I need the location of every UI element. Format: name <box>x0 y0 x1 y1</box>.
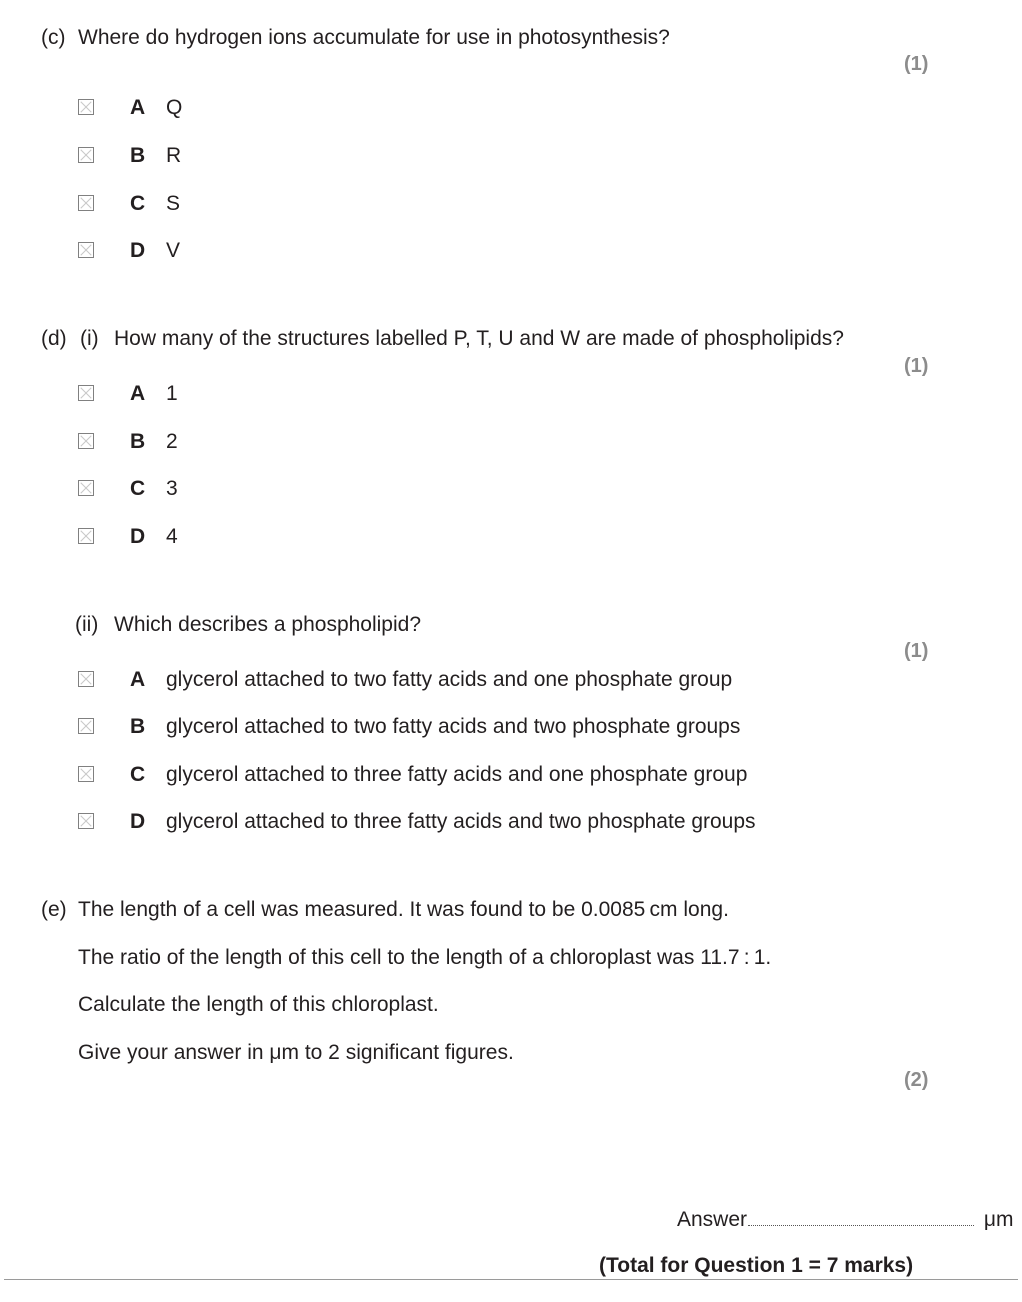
part-d-ii-option-text: glycerol attached to three fatty acids and two phosphate groups <box>166 810 756 833</box>
part-d-ii-option-letter: B <box>130 715 146 738</box>
part-d-ii-question: Which describes a phospholipid? <box>114 613 422 636</box>
part-d-i-option-text: 3 <box>166 477 178 500</box>
cross-icon <box>79 672 93 686</box>
cross-icon <box>79 100 93 114</box>
part-d-i-checkbox-a[interactable] <box>78 385 94 401</box>
part-d-ii-checkbox-d[interactable] <box>78 813 94 829</box>
part-e-label: (e) <box>41 898 67 921</box>
part-d-ii-option-text: glycerol attached to two fatty acids and one phosphate group <box>166 668 733 691</box>
part-d-ii-option-text: glycerol attached to three fatty acids and one phosphate group <box>166 763 748 786</box>
cross-icon <box>79 814 93 828</box>
part-c-option-letter: A <box>130 96 146 119</box>
cross-icon <box>79 196 93 210</box>
part-d-i-checkbox-d[interactable] <box>78 528 94 544</box>
part-d-i-sublabel: (i) <box>80 327 99 350</box>
answer-row <box>677 1209 1013 1230</box>
part-c-checkbox-c[interactable] <box>78 195 94 211</box>
part-d-i-marks: (1) <box>904 355 929 377</box>
part-c-checkbox-a[interactable] <box>78 99 94 115</box>
part-c-checkbox-b[interactable] <box>78 147 94 163</box>
part-e-marks: (2) <box>904 1069 929 1091</box>
answer-unit: μm <box>983 1208 1014 1231</box>
bottom-rule <box>4 1279 1018 1280</box>
part-c-checkbox-d[interactable] <box>78 242 94 258</box>
part-d-ii-marks: (1) <box>904 640 929 662</box>
part-d-ii-option-letter: C <box>130 763 146 786</box>
cross-icon <box>79 148 93 162</box>
part-d-ii-option-letter: D <box>130 810 146 833</box>
cross-icon <box>79 767 93 781</box>
part-c-marks: (1) <box>904 53 929 75</box>
part-c-option-text: Q <box>166 96 183 119</box>
part-c-option-text: S <box>166 192 181 215</box>
part-d-i-checkbox-b[interactable] <box>78 433 94 449</box>
cross-icon <box>79 243 93 257</box>
part-d-ii-checkbox-c[interactable] <box>78 766 94 782</box>
part-e-line-1: The length of a cell was measured. It was found to be 0.0085 cm long. <box>78 898 729 921</box>
part-d-i-option-letter: B <box>130 430 146 453</box>
part-d-i-option-letter: D <box>130 525 146 548</box>
part-e-line-3: Calculate the length of this chloroplast. <box>78 993 439 1016</box>
part-d-i-option-letter: A <box>130 382 146 405</box>
part-d-i-option-text: 1 <box>166 382 178 405</box>
part-d-label: (d) <box>41 327 67 350</box>
part-d-ii-checkbox-a[interactable] <box>78 671 94 687</box>
part-c-question: Where do hydrogen ions accumulate for use in photosynthesis? <box>78 26 670 49</box>
part-d-ii-sublabel: (ii) <box>75 613 99 636</box>
part-e-line-2: The ratio of the length of this cell to the length of a chloroplast was 11.7 : 1. <box>78 946 772 969</box>
part-c-option-text: R <box>166 144 182 167</box>
part-d-i-option-letter: C <box>130 477 146 500</box>
part-c-option-letter: B <box>130 144 146 167</box>
part-d-i-checkbox-c[interactable] <box>78 480 94 496</box>
total-marks: (Total for Question 1 = 7 marks) <box>599 1254 914 1277</box>
cross-icon <box>79 386 93 400</box>
part-c-option-letter: D <box>130 239 146 262</box>
part-c-label: (c) <box>41 26 66 49</box>
answer-label: Answer <box>677 1208 748 1231</box>
cross-icon <box>79 529 93 543</box>
part-c-option-letter: C <box>130 192 146 215</box>
cross-icon <box>79 434 93 448</box>
part-c-option-text: V <box>166 239 181 262</box>
part-d-i-option-text: 2 <box>166 430 178 453</box>
part-d-ii-option-letter: A <box>130 668 146 691</box>
part-d-i-option-text: 4 <box>166 525 178 548</box>
cross-icon <box>79 719 93 733</box>
answer-field[interactable] <box>748 1225 974 1226</box>
part-d-ii-checkbox-b[interactable] <box>78 718 94 734</box>
part-d-ii-option-text: glycerol attached to two fatty acids and two phosphate groups <box>166 715 741 738</box>
part-e-line-4: Give your answer in μm to 2 significant figures. <box>78 1041 514 1064</box>
cross-icon <box>79 481 93 495</box>
part-d-i-question: How many of the structures labelled P, T, U and W are made of phospholipids? <box>114 327 844 350</box>
